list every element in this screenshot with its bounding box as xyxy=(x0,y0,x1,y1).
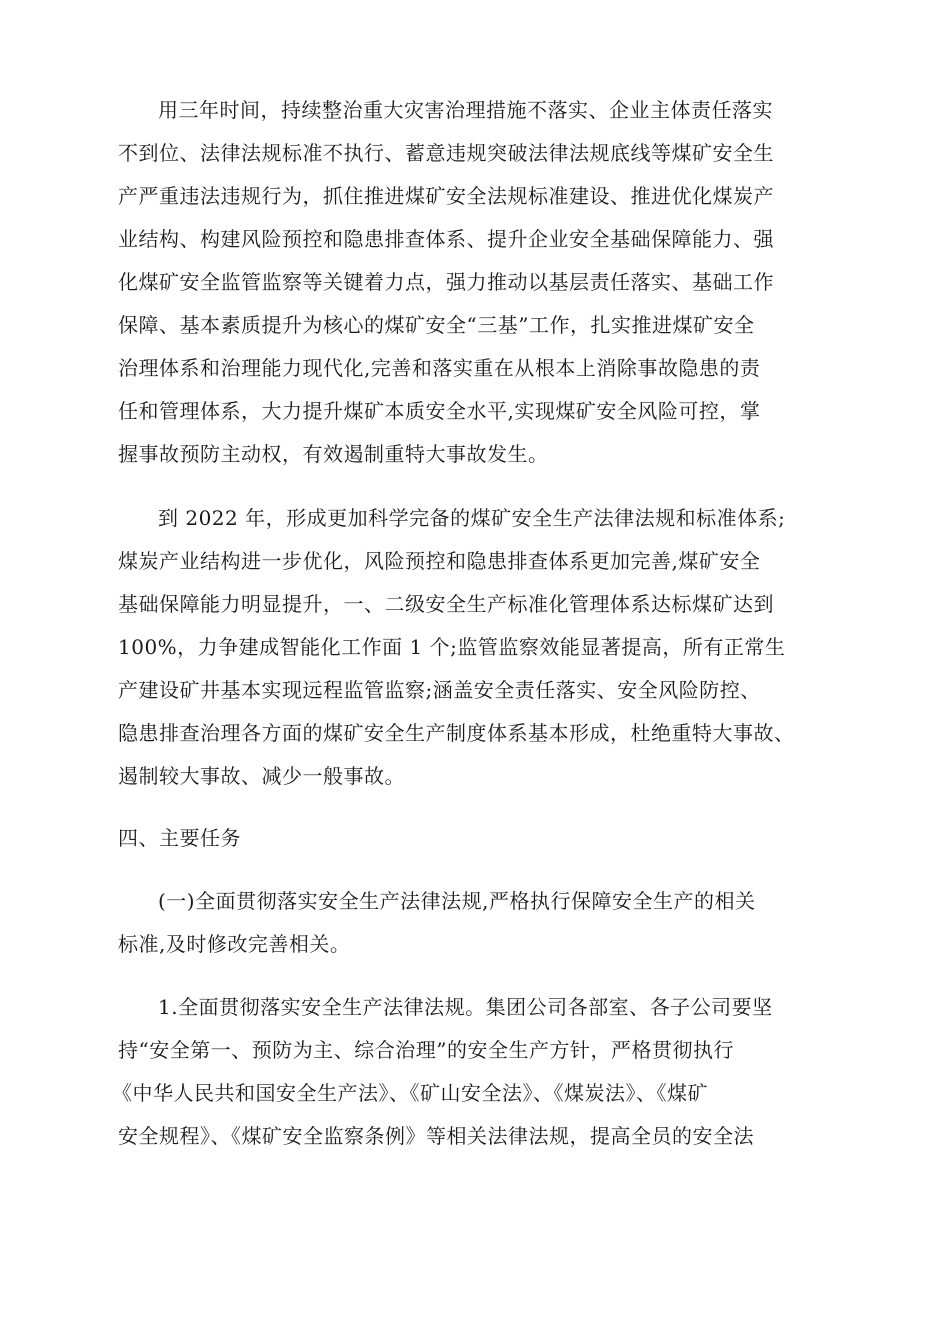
para1-line-1: 用三年时间，持续整治重大灾害治理措施不落实、企业主体责任落实 xyxy=(158,98,773,122)
para1-line-6: 保障、基本素质提升为核心的煤矿安全“三基”工作，扎实推进煤矿安全 xyxy=(118,313,755,337)
para1-line-4: 业结构、构建风险预控和隐患排查体系、提升企业安全基础保障能力、强 xyxy=(118,227,774,251)
para2-line-3: 基础保障能力明显提升，一、二级安全生产标准化管理体系达标煤矿达到 xyxy=(118,592,774,616)
para1-line-2: 不到位、法律法规标准不执行、蓄意违规突破法律法规底线等煤矿安全生 xyxy=(118,141,774,165)
para4-line-3: 《中华人民共和国安全生产法》、《矿山安全法》、《煤炭法》、《煤矿 xyxy=(112,1081,708,1105)
para3-line-1: (一)全面贯彻落实安全生产法律法规,严格执行保障安全生产的相关 xyxy=(158,889,756,913)
para1-line-7: 治理体系和治理能力现代化,完善和落实重在从根本上消除事故隐患的责 xyxy=(118,356,761,380)
para4-line-4: 安全规程》、《煤矿安全监察条例》等相关法律法规，提高全员的安全法 xyxy=(118,1124,754,1148)
para3-line-2: 标准,及时修改完善相关。 xyxy=(118,932,351,956)
para2-line-1: 到 2022 年，形成更加科学完备的煤矿安全生产法律法规和标准体系; xyxy=(158,506,786,530)
para2-line-5: 产建设矿井基本实现远程监管监察;涵盖安全责任落实、安全风险防控、 xyxy=(118,678,761,702)
para2-line-7: 遏制较大事故、减少一般事故。 xyxy=(118,764,405,788)
para2-line-6: 隐患排查治理各方面的煤矿安全生产制度体系基本形成，杜绝重特大事故、 xyxy=(118,721,795,745)
para1-line-9: 握事故预防主动权，有效遏制重特大事故发生。 xyxy=(118,442,549,466)
para4-line-2: 持“安全第一、预防为主、综合治理”的安全生产方针，严格贯彻执行 xyxy=(118,1038,734,1062)
para1-line-8: 任和管理体系，大力提升煤矿本质安全水平,实现煤矿安全风险可控，掌 xyxy=(118,399,761,423)
para2-line-4: 100%，力争建成智能化工作面 1 个;监管监察效能显著提高，所有正常生 xyxy=(118,635,786,659)
para1-line-3: 产严重违法违规行为，抓住推进煤矿安全法规标准建设、推进优化煤炭产 xyxy=(118,184,774,208)
para4-line-1: 1.全面贯彻落实安全生产法律法规。集团公司各部室、各子公司要坚 xyxy=(158,995,773,1019)
para1-line-5: 化煤矿安全监管监察等关键着力点，强力推动以基层责任落实、基础工作 xyxy=(118,270,774,294)
section-heading: 四、主要任务 xyxy=(118,826,241,850)
para2-line-2: 煤炭产业结构进一步优化，风险预控和隐患排查体系更加完善,煤矿安全 xyxy=(118,549,761,573)
